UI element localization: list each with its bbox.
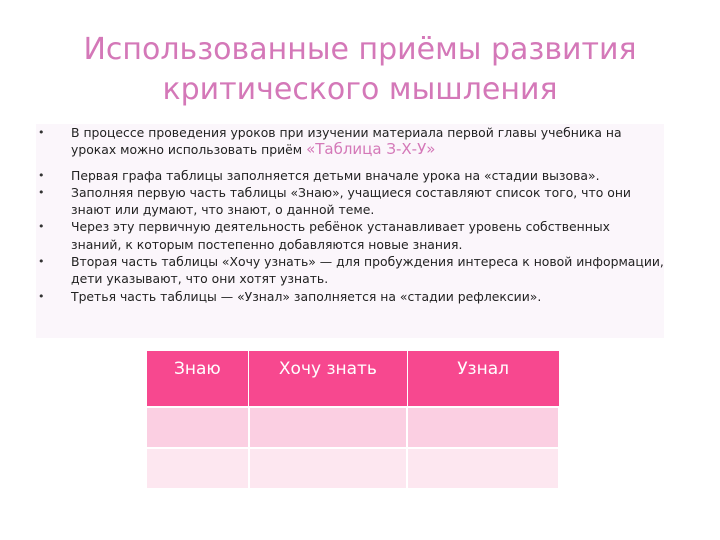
bullet-icon: • [38, 168, 45, 182]
table-cell [146, 448, 249, 489]
bullet-item [36, 184, 664, 219]
bullet-item [36, 288, 664, 305]
bullet-text: Вторая часть таблицы «Хочу узнать» — для пробуждения интереса к новой информации, дети указывают, что они хотят узнать. [71, 254, 664, 287]
table-cell [407, 407, 559, 448]
bullet-item [36, 253, 664, 288]
bullet-text: В процессе проведения уроков при изучении материала первой главы учебника на уроках можно использовать приём [71, 125, 622, 158]
highlight-text: «Таблица З-Х-У» [306, 140, 436, 159]
header-know: Знаю [146, 351, 249, 408]
content-panel [36, 124, 664, 338]
table-header-row [146, 351, 559, 408]
bullet-text: Через эту первичную деятельность ребёнок устанавливает уровень собственных знаний, к которым постепенно добавляются новые знания. [71, 219, 610, 252]
bullet-icon: • [38, 220, 45, 234]
slide-title [60, 30, 660, 110]
kwl-table [145, 350, 560, 490]
table-row [146, 407, 559, 448]
table-cell [407, 448, 559, 489]
table-row [146, 448, 559, 489]
title-line-1: Использованные приёмы развития [83, 32, 637, 67]
bullet-icon: • [38, 289, 45, 303]
header-learned: Узнал [407, 351, 559, 408]
table-cell [249, 448, 407, 489]
bullet-text: Третья часть таблицы — «Узнал» заполняется на «стадии рефлексии». [71, 288, 542, 304]
bullet-icon: • [38, 255, 45, 269]
bullet-icon: • [38, 185, 45, 199]
bullet-item [36, 167, 664, 184]
header-want-to-know: Хочу знать [249, 351, 407, 408]
bullet-text: Заполняя первую часть таблицы «Знаю», учащиеся составляют список того, что они знают или думают, что знают, о данной теме. [71, 184, 631, 218]
bullet-icon: • [38, 126, 45, 139]
bullet-list [36, 124, 664, 305]
bullet-item [36, 218, 664, 253]
title-line-2: критического мышления [162, 72, 558, 107]
bullet-text: Первая графа таблицы заполняется детьми вначале урока на «стадии вызова». [71, 167, 600, 183]
bullet-item [36, 124, 664, 159]
table-cell [249, 407, 407, 448]
table-cell [146, 407, 249, 448]
